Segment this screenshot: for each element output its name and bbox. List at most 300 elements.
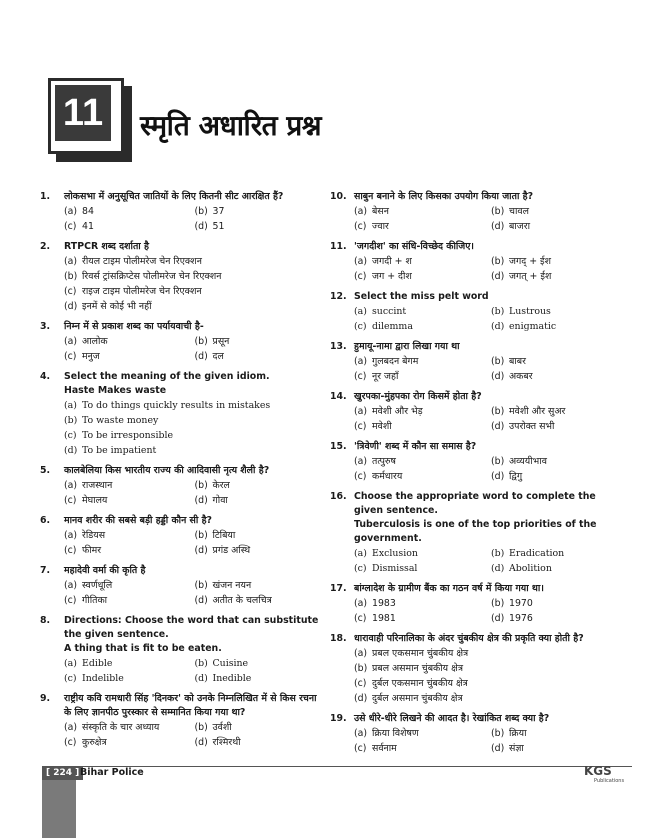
option-a — [64, 334, 195, 349]
option-c — [354, 319, 491, 334]
option-text: Indelible — [82, 673, 124, 684]
question-header — [40, 614, 325, 642]
option-a — [354, 646, 628, 661]
option-c — [64, 493, 195, 508]
question-header — [330, 240, 628, 254]
question-18 — [330, 632, 628, 706]
option-text: To be irresponsible — [82, 430, 174, 441]
options-list — [40, 204, 325, 234]
question-8 — [40, 614, 325, 686]
question-header — [330, 490, 628, 518]
option-b — [195, 720, 326, 735]
option-text: मवेशी और भेड़ — [372, 406, 423, 417]
question-number: 7. — [40, 565, 51, 576]
option-b — [491, 204, 628, 219]
option-label: (a) — [64, 206, 78, 217]
option-c — [354, 419, 491, 434]
question-16 — [330, 490, 628, 576]
option-label: (c) — [354, 221, 367, 232]
question-header — [330, 440, 628, 454]
option-label: (a) — [354, 406, 368, 417]
option-label: (b) — [194, 658, 208, 669]
question-header — [330, 582, 628, 596]
question-text: महादेवी वर्मा की कृति है — [64, 565, 146, 576]
option-b — [195, 334, 326, 349]
option-text: क्रिया विशेषण — [372, 728, 419, 739]
options-list — [330, 304, 628, 334]
question-subtext: Haste Makes waste — [64, 385, 167, 396]
option-a — [354, 304, 491, 319]
question-text: RTPCR शब्द दर्शाता है — [64, 241, 149, 252]
option-text: संज्ञा — [509, 743, 524, 754]
option-text: गुलबदन बेगम — [372, 356, 419, 367]
option-b — [491, 546, 628, 561]
option-label: (d) — [194, 673, 208, 684]
option-b — [491, 596, 628, 611]
option-text: अव्ययीभाव — [509, 456, 547, 467]
option-label: (b) — [194, 206, 208, 217]
question-3 — [40, 320, 325, 364]
question-text: साबुन बनाने के लिए किसका उपयोग किया जाता है? — [354, 191, 534, 202]
option-text: जगदी + श — [372, 256, 412, 267]
option-d — [195, 593, 326, 608]
option-label: (a) — [64, 722, 78, 733]
option-label: (d) — [64, 301, 78, 312]
option-label: (c) — [354, 743, 367, 754]
question-number: 16. — [330, 491, 347, 502]
option-label: (d) — [491, 471, 505, 482]
chapter-title: स्मृति अधारित प्रश्न — [140, 109, 322, 142]
options-list — [330, 354, 628, 384]
question-header — [40, 240, 325, 254]
question-number: 2. — [40, 241, 51, 252]
option-b — [195, 656, 326, 671]
option-a — [354, 546, 491, 561]
question-14 — [330, 390, 628, 434]
option-text: To waste money — [82, 415, 159, 426]
option-label: (d) — [194, 495, 208, 506]
option-text: succint — [372, 306, 407, 317]
option-b — [491, 454, 628, 469]
option-text: Lustrous — [509, 306, 551, 317]
option-label: (b) — [491, 456, 505, 467]
option-a — [64, 478, 195, 493]
option-text: गीतिका — [82, 595, 108, 606]
option-label: (b) — [194, 530, 208, 541]
option-label: (b) — [491, 206, 505, 217]
option-d — [491, 319, 628, 334]
option-text: रेडियस — [82, 530, 106, 541]
question-header — [330, 290, 628, 304]
option-label: (d) — [491, 613, 505, 624]
option-c — [64, 671, 195, 686]
question-number: 10. — [330, 191, 347, 202]
option-label: (a) — [354, 456, 368, 467]
question-7 — [40, 564, 325, 608]
option-text: To be impatient — [82, 445, 157, 456]
option-label: (a) — [354, 598, 368, 609]
option-text: बाबर — [509, 356, 526, 367]
option-a — [354, 254, 491, 269]
question-text: मानव शरीर की सबसे बड़ी हड्डी कौन सी है? — [64, 515, 212, 526]
option-b — [491, 254, 628, 269]
option-text: मवेशी — [372, 421, 392, 432]
option-text: अतीत के चलचित्र — [212, 595, 272, 606]
publisher-logo-sub: Publications — [594, 778, 625, 784]
option-text: प्रबल असमान चुंबकीय क्षेत्र — [372, 663, 463, 674]
option-d — [195, 543, 326, 558]
option-label: (d) — [491, 321, 505, 332]
option-text: Cuisine — [212, 658, 249, 669]
option-c — [64, 543, 195, 558]
option-label: (b) — [64, 415, 78, 426]
option-label: (c) — [354, 678, 367, 689]
option-c — [64, 284, 325, 299]
question-header — [40, 320, 325, 334]
question-header — [40, 370, 325, 384]
option-text: प्रबल एकसमान चुंबकीय क्षेत्र — [372, 648, 469, 659]
option-label: (a) — [64, 336, 78, 347]
option-b — [491, 304, 628, 319]
option-text: टिबिया — [212, 530, 236, 541]
option-c — [354, 369, 491, 384]
option-text: सर्वनाम — [372, 743, 397, 754]
option-d — [491, 741, 628, 756]
option-text: 41 — [82, 221, 94, 232]
option-a — [354, 204, 491, 219]
question-5 — [40, 464, 325, 508]
option-label: (d) — [491, 221, 505, 232]
option-text: मनुज — [82, 351, 100, 362]
option-d — [195, 349, 326, 364]
options-list — [40, 334, 325, 364]
option-text: चावल — [509, 206, 529, 217]
option-text: Inedible — [212, 673, 252, 684]
option-text: 84 — [82, 206, 94, 217]
question-12 — [330, 290, 628, 334]
options-list — [40, 398, 325, 458]
option-label: (c) — [354, 471, 367, 482]
question-header — [330, 190, 628, 204]
options-list — [40, 254, 325, 314]
question-number: 12. — [330, 291, 347, 302]
option-label: (c) — [354, 321, 367, 332]
option-d — [491, 269, 628, 284]
option-label: (b) — [354, 663, 368, 674]
question-number: 13. — [330, 341, 347, 352]
option-label: (c) — [64, 221, 77, 232]
option-text: रिवर्स ट्रांसक्रिप्टेस पोलीमरेज चेन रिएक्शन — [82, 271, 222, 282]
question-header — [330, 340, 628, 354]
option-label: (d) — [194, 351, 208, 362]
option-label: (c) — [354, 421, 367, 432]
option-d — [64, 299, 325, 314]
option-text: dilemma — [372, 321, 413, 332]
option-c — [64, 219, 195, 234]
option-label: (a) — [64, 480, 78, 491]
option-a — [64, 528, 195, 543]
question-text: Select the meaning of the given idiom. — [64, 371, 270, 382]
question-text: Select the miss pelt word — [354, 291, 489, 302]
option-text: Dismissal — [372, 563, 418, 574]
option-c — [354, 676, 628, 691]
option-text: संस्कृति के चार अध्याय — [82, 722, 160, 733]
option-a — [64, 398, 325, 413]
question-header — [40, 190, 325, 204]
question-number: 3. — [40, 321, 51, 332]
footer-title: Bihar Police — [80, 767, 144, 778]
question-4 — [40, 370, 325, 458]
option-d — [491, 561, 628, 576]
option-text: केरल — [212, 480, 230, 491]
option-text: Edible — [82, 658, 113, 669]
option-a — [354, 404, 491, 419]
option-b — [64, 413, 325, 428]
question-header — [330, 632, 628, 646]
option-label: (a) — [354, 548, 367, 559]
question-number: 19. — [330, 713, 347, 724]
question-header — [40, 514, 325, 528]
option-text: Exclusion — [372, 548, 418, 559]
options-list — [40, 656, 325, 686]
option-label: (b) — [491, 406, 505, 417]
question-header — [330, 712, 628, 726]
publisher-logo: KGS — [584, 764, 612, 778]
option-text: अकबर — [509, 371, 533, 382]
option-label: (d) — [194, 221, 208, 232]
question-header — [40, 692, 325, 720]
question-number: 18. — [330, 633, 347, 644]
option-text: जग + दीश — [372, 271, 412, 282]
option-label: (c) — [64, 737, 77, 748]
option-label: (d) — [194, 737, 208, 748]
option-text: मेघालय — [82, 495, 108, 506]
page-number: [ 224 ] — [42, 766, 83, 780]
side-decoration — [42, 780, 76, 838]
option-text: 1981 — [372, 613, 396, 624]
option-label: (c) — [64, 351, 77, 362]
option-label: (c) — [354, 563, 367, 574]
question-text: उसे धीरे-धीरे लिखने की आदत है। रेखांकित शब्द क्या है? — [354, 713, 550, 724]
option-text: तत्पुरुष — [372, 456, 396, 467]
options-list — [330, 726, 628, 756]
option-b — [491, 404, 628, 419]
option-c — [354, 469, 491, 484]
question-text: Directions: Choose the word that can substitute the given sentence. — [64, 615, 319, 640]
option-text: बेसन — [372, 206, 389, 217]
option-label: (b) — [194, 480, 208, 491]
option-text: नूर जहाँ — [372, 371, 399, 382]
option-d — [491, 469, 628, 484]
option-text: To do things quickly results in mistakes — [82, 400, 271, 411]
option-d — [195, 219, 326, 234]
question-text: बांग्लादेश के ग्रामीण बैंक का गठन वर्ष में किया गया था। — [354, 583, 544, 594]
question-number: 17. — [330, 583, 347, 594]
question-number: 8. — [40, 615, 51, 626]
question-number: 9. — [40, 693, 51, 704]
option-a — [64, 656, 195, 671]
option-text: 1970 — [509, 598, 533, 609]
option-label: (a) — [64, 580, 78, 591]
question-number: 15. — [330, 441, 347, 452]
option-text: 37 — [212, 206, 225, 217]
option-text: जगद् + ईश — [509, 256, 552, 267]
option-text: दुर्बल असमान चुंबकीय क्षेत्र — [372, 693, 463, 704]
option-text: Eradication — [509, 548, 565, 559]
option-d — [491, 419, 628, 434]
question-11 — [330, 240, 628, 284]
option-text: जगत् + ईश — [509, 271, 552, 282]
option-b — [195, 528, 326, 543]
question-number: 6. — [40, 515, 51, 526]
option-c — [354, 741, 491, 756]
option-text: Abolition — [509, 563, 552, 574]
option-label: (d) — [64, 445, 78, 456]
option-label: (c) — [64, 430, 77, 441]
option-text: प्रसून — [212, 336, 230, 347]
options-list — [40, 720, 325, 750]
option-label: (d) — [491, 371, 505, 382]
option-label: (c) — [354, 271, 367, 282]
option-b — [491, 726, 628, 741]
options-list — [40, 578, 325, 608]
option-label: (d) — [491, 271, 505, 282]
option-label: (d) — [194, 595, 208, 606]
option-b — [491, 354, 628, 369]
option-text: स्वर्णधूलि — [82, 580, 113, 591]
option-d — [491, 369, 628, 384]
option-text: रीयल टाइम पोलीमरेज चेन रिएक्शन — [82, 256, 202, 267]
options-list — [40, 478, 325, 508]
option-c — [64, 428, 325, 443]
options-list — [330, 454, 628, 484]
right-column — [330, 190, 628, 762]
option-d — [195, 735, 326, 750]
option-d — [195, 671, 326, 686]
option-d — [64, 443, 325, 458]
option-c — [354, 561, 491, 576]
options-list — [330, 204, 628, 234]
option-text: प्रगंड अस्थि — [212, 545, 251, 556]
chapter-number-box — [48, 78, 124, 154]
question-text: राष्ट्रीय कवि रामधारी सिंह 'दिनकर' को उनके निम्नलिखित में से किस रचना के लिए ज्ञानपीठ पुरस्कार से सम्मानित किया गया था? — [64, 693, 317, 718]
option-label: (a) — [354, 306, 367, 317]
option-label: (c) — [64, 673, 77, 684]
option-a — [354, 454, 491, 469]
question-number: 5. — [40, 465, 51, 476]
question-19 — [330, 712, 628, 756]
option-text: enigmatic — [509, 321, 557, 332]
question-text: धारावाही परिनालिका के अंदर चुंबकीय क्षेत्र की प्रकृति क्या होती है? — [354, 633, 584, 644]
question-text: 'त्रिवेणी' शब्द में कौन सा समास है? — [354, 441, 477, 452]
question-header — [330, 390, 628, 404]
option-text: राजस्थान — [82, 480, 113, 491]
option-text: रश्मिरथी — [212, 737, 241, 748]
question-text: निम्न में से प्रकाश शब्द का पर्यायवाची है- — [64, 321, 204, 332]
option-text: इनमें से कोई भी नहीं — [82, 301, 152, 312]
option-text: द्विगु — [509, 471, 523, 482]
option-label: (a) — [64, 256, 78, 267]
option-label: (c) — [354, 613, 367, 624]
question-text: कालबेलिया किस भारतीय राज्य की आदिवासी नृत्य शैली है? — [64, 465, 270, 476]
option-label: (b) — [491, 356, 505, 367]
question-subtext: Tuberculosis is one of the top priorities of the government. — [354, 519, 597, 544]
option-c — [64, 593, 195, 608]
option-text: फीमर — [82, 545, 102, 556]
option-text: उपरोक्त सभी — [509, 421, 555, 432]
option-label: (d) — [354, 693, 368, 704]
option-text: बाजरा — [509, 221, 531, 232]
option-label: (a) — [354, 648, 368, 659]
option-label: (a) — [354, 356, 368, 367]
option-c — [354, 269, 491, 284]
option-label: (b) — [491, 256, 505, 267]
option-b — [195, 204, 326, 219]
question-subtext: A thing that is fit to be eaten. — [64, 643, 222, 654]
option-label: (c) — [64, 286, 77, 297]
option-d — [491, 219, 628, 234]
option-label: (b) — [491, 306, 505, 317]
question-text: 'जगदीश' का संधि-विच्छेद कीजिए। — [354, 241, 474, 252]
options-list — [330, 254, 628, 284]
question-header — [40, 464, 325, 478]
option-label: (b) — [64, 271, 78, 282]
option-label: (a) — [64, 400, 77, 411]
option-text: खंजन नयन — [212, 580, 252, 591]
option-text: गोवा — [212, 495, 228, 506]
option-text: राइज टाइम पोलीमरेज चेन रिएक्शन — [82, 286, 202, 297]
option-c — [64, 735, 195, 750]
option-label: (b) — [194, 336, 208, 347]
option-label: (a) — [354, 206, 368, 217]
options-list — [330, 646, 628, 706]
options-list — [330, 546, 628, 576]
option-text: आलोक — [82, 336, 108, 347]
options-list — [330, 404, 628, 434]
option-label: (d) — [491, 743, 505, 754]
question-15 — [330, 440, 628, 484]
option-label: (d) — [491, 421, 505, 432]
option-label: (c) — [64, 595, 77, 606]
question-number: 1. — [40, 191, 51, 202]
option-c — [354, 219, 491, 234]
option-b — [354, 661, 628, 676]
question-text: लोकसभा में अनुसूचित जातियों के लिए कितनी सीट आरक्षित हैं? — [64, 191, 284, 202]
option-label: (a) — [354, 728, 368, 739]
option-b — [64, 269, 325, 284]
option-label: (c) — [354, 371, 367, 382]
left-column — [40, 190, 325, 756]
option-a — [354, 726, 491, 741]
question-text: हुमायू-नामा द्वारा लिखा गया था — [354, 341, 460, 352]
option-text: कर्मधारय — [372, 471, 403, 482]
option-text: मवेशी और सुअर — [509, 406, 566, 417]
option-a — [354, 354, 491, 369]
option-label: (a) — [64, 530, 78, 541]
option-text: 1976 — [509, 613, 533, 624]
options-list — [40, 528, 325, 558]
question-text: खुरपका-मुंहपका रोग किसमें होता है? — [354, 391, 482, 402]
option-c — [354, 611, 491, 626]
option-label: (c) — [64, 495, 77, 506]
option-a — [354, 596, 491, 611]
question-9 — [40, 692, 325, 750]
question-6 — [40, 514, 325, 558]
option-label: (b) — [491, 598, 505, 609]
question-17 — [330, 582, 628, 626]
option-d — [354, 691, 628, 706]
option-label: (d) — [491, 563, 505, 574]
